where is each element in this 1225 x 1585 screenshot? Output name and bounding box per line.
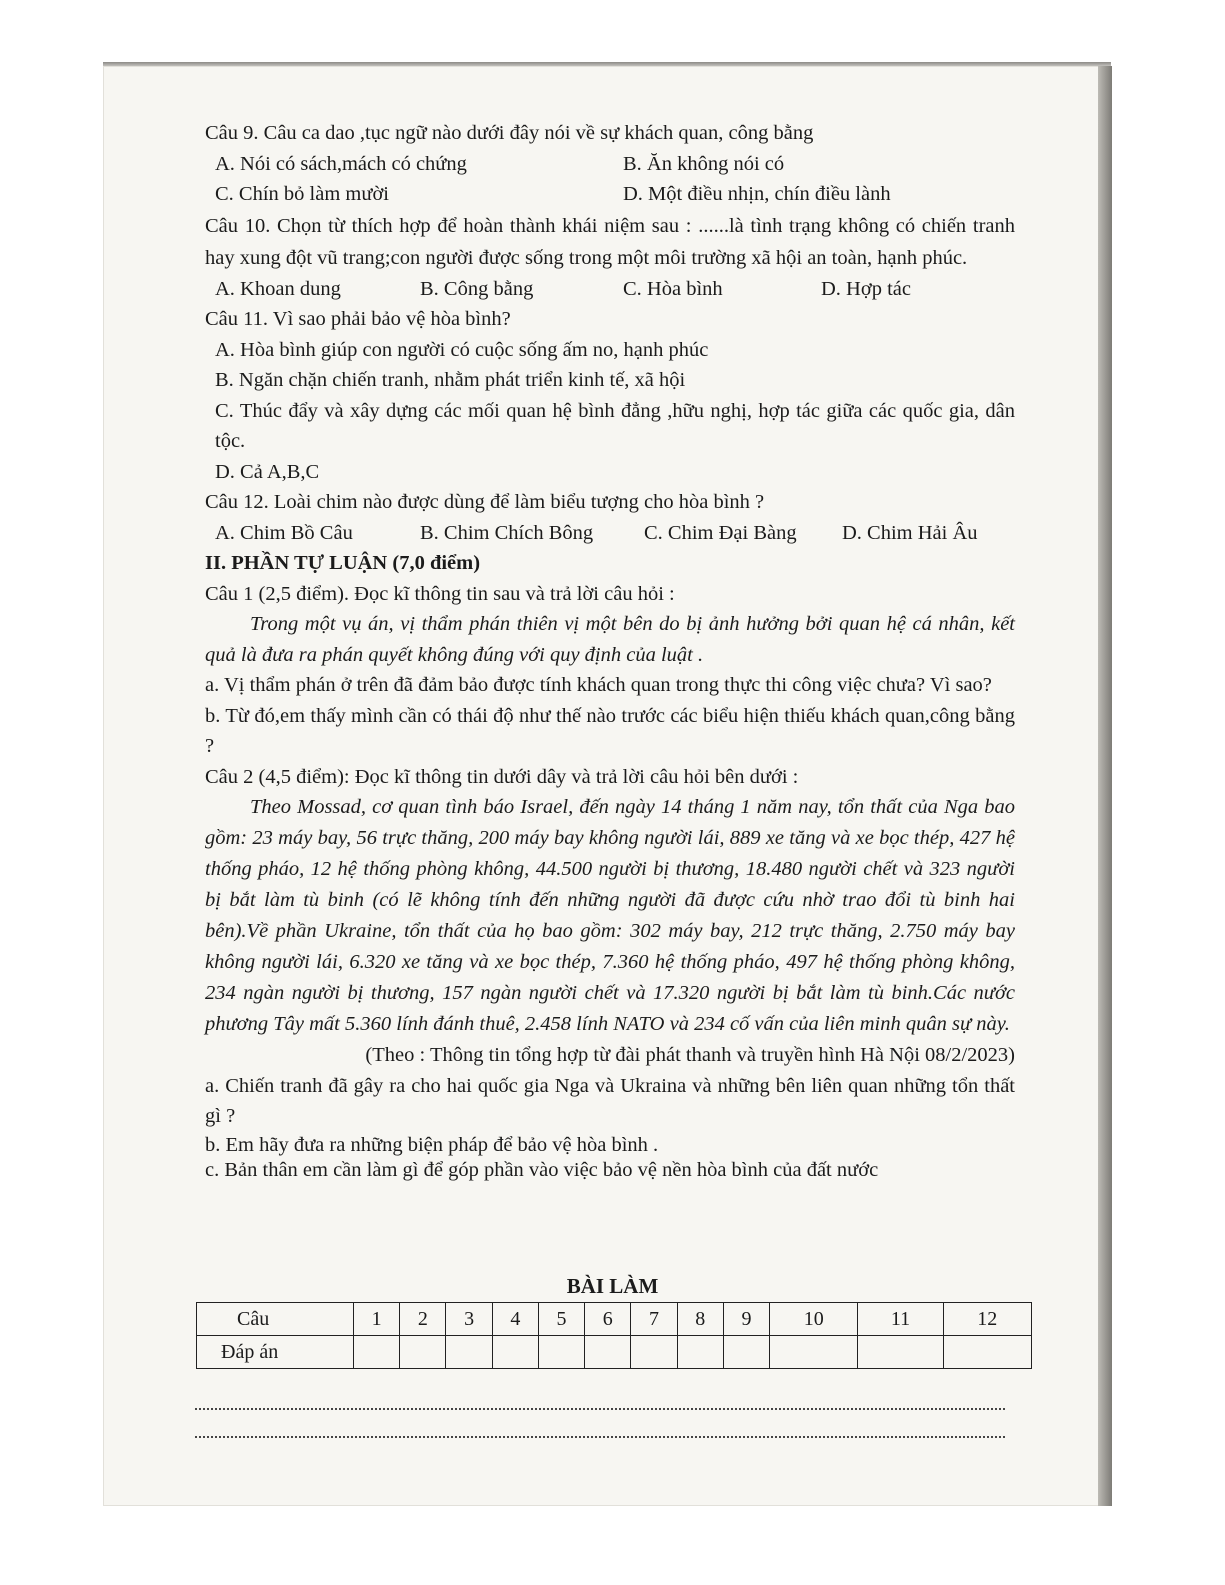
q11-option-c: C. Thúc đẩy và xây dựng các mối quan hệ bình đẳng ,hữu nghị, hợp tác giữa các quốc gia, dân tộc. — [215, 399, 1015, 452]
essay-q2-a: a. Chiến tranh đã gây ra cho hai quốc gia Nga và Ukraina và những bên liên quan những tổn thất gì ? — [205, 1074, 1015, 1127]
essay-q2-passage: Theo Mossad, cơ quan tình báo Israel, đến ngày 14 tháng 1 năm nay, tổn thất của Nga bao gồm: 23 máy bay, 56 trực thăng, 200 máy bay không người lái, 889 xe tăng và xe bọc thép, 427 hệ thống pháo, 12 hệ thống phòng không, 44.500 người bị thương, 18.480 người chết và 323 người bị bắt làm tù binh (có lẽ không tính đến những người đã được cứu nhờ trao đổi tù binh hai bên).Về phần Ukraine, tổn thất của họ bao gồm: 302 máy bay, 212 trực thăng, 2.750 máy bay không người lái, 6.320 xe tăng và xe bọc thép, 7.360 hệ thống pháo, 497 hệ thống phòng không, 234 ngàn người bị thương, 157 ngàn người chết và 17.320 người bị bắt làm tù binh.Các nước phương Tây mất 5.360 lính đánh thuê, 2.458 lính NATO và 234 cố vấn của liên minh quân sự này. — [205, 796, 1015, 1035]
answer-cell[interactable] — [492, 1336, 538, 1369]
q12-option-a: A. Chim Bồ Câu — [215, 521, 353, 544]
answer-table-answer-row — [197, 1336, 1032, 1369]
q10-option-a: A. Khoan dung — [215, 277, 341, 300]
answer-table — [196, 1302, 1032, 1369]
q9-option-c: C. Chín bỏ làm mười — [215, 183, 389, 205]
answer-table-num: 1 — [354, 1303, 400, 1336]
q12-option-c: C. Chim Đại Bàng — [644, 521, 797, 544]
q12-options — [205, 518, 1015, 549]
answer-cell[interactable] — [858, 1336, 943, 1369]
essay-q2-source: (Theo : Thông tin tổng hợp từ đài phát thanh và truyền hình Hà Nội 08/2/2023) — [365, 1044, 1015, 1066]
answer-table-label-question: Câu — [197, 1303, 354, 1336]
q9-options-row1 — [205, 149, 1015, 180]
q10-option-c: C. Hòa bình — [623, 277, 723, 300]
answer-table-num: 2 — [400, 1303, 446, 1336]
exam-content — [205, 118, 1015, 1182]
answer-cell[interactable] — [631, 1336, 677, 1369]
answer-cell[interactable] — [446, 1336, 492, 1369]
answer-table-num: 6 — [585, 1303, 631, 1336]
answer-cell[interactable] — [354, 1336, 400, 1369]
answer-cell[interactable] — [400, 1336, 446, 1369]
answer-table-num: 12 — [943, 1303, 1031, 1336]
essay-q2-b: b. Em hãy đưa ra những biện pháp để bảo vệ hòa bình . — [205, 1133, 659, 1156]
q10-option-b: B. Công bằng — [420, 277, 534, 300]
essay-q2-c: c. Bản thân em cần làm gì để góp phần vào việc bảo vệ nền hòa bình của đất nước — [205, 1158, 879, 1181]
q12-stem: Câu 12. Loài chim nào được dùng để làm biểu tượng cho hòa bình ? — [205, 491, 765, 513]
q9-option-b: B. Ăn không nói có — [623, 152, 785, 175]
q10-stem: Câu 10. Chọn từ thích hợp để hoàn thành khái niệm sau : ......là tình trạng không có chiến tranh hay xung đột vũ trang;con người được sống trong một môi trường xã hội an toàn, hạnh phúc. — [205, 214, 1015, 269]
answer-table-num: 7 — [631, 1303, 677, 1336]
q9-stem: Câu 9. Câu ca dao ,tục ngữ nào dưới đây nói về sự khách quan, công bằng — [205, 122, 814, 144]
answer-table-num: 9 — [723, 1303, 769, 1336]
answer-cell[interactable] — [538, 1336, 584, 1369]
q10-options — [205, 274, 1015, 305]
answer-table-num: 10 — [770, 1303, 858, 1336]
answer-dotted-line — [195, 1408, 1005, 1410]
q12-option-d: D. Chim Hải Âu — [842, 521, 978, 544]
answer-cell[interactable] — [723, 1336, 769, 1369]
essay-q1-stem: Câu 1 (2,5 điểm). Đọc kĩ thông tin sau và trả lời câu hỏi : — [205, 582, 675, 605]
answer-table-header-row — [197, 1303, 1032, 1336]
q9-option-a: A. Nói có sách,mách có chứng — [215, 152, 467, 175]
q11-stem: Câu 11. Vì sao phải bảo vệ hòa bình? — [205, 308, 511, 330]
answer-dotted-line — [195, 1436, 1005, 1438]
answer-table-num: 4 — [492, 1303, 538, 1336]
essay-q1-passage: Trong một vụ án, vị thẩm phán thiên vị một bên do bị ảnh hưởng bởi quan hệ cá nhân, kết quả là đưa ra phán quyết không đúng với quy định của luật . — [205, 613, 1015, 666]
answer-table-num: 3 — [446, 1303, 492, 1336]
q9-option-d: D. Một điều nhịn, chín điều lành — [623, 183, 891, 205]
answer-table-num: 11 — [858, 1303, 943, 1336]
q12-option-b: B. Chim Chích Bông — [420, 521, 594, 544]
q11-option-b: B. Ngăn chặn chiến tranh, nhằm phát triển kinh tế, xã hội — [215, 369, 686, 391]
part2-heading: II. PHẦN TỰ LUẬN (7,0 điểm) — [205, 552, 481, 574]
q11-option-a: A. Hòa bình giúp con người có cuộc sống ấm no, hạnh phúc — [215, 338, 709, 361]
answer-cell[interactable] — [585, 1336, 631, 1369]
answer-sheet-title: BÀI LÀM — [566, 1274, 659, 1298]
essay-q2-stem: Câu 2 (4,5 điểm): Đọc kĩ thông tin dưới dây và trả lời câu hỏi bên dưới : — [205, 765, 799, 788]
answer-cell[interactable] — [677, 1336, 723, 1369]
answer-table-num: 8 — [677, 1303, 723, 1336]
q11-option-d: D. Cả A,B,C — [215, 460, 320, 483]
answer-cell[interactable] — [943, 1336, 1031, 1369]
q10-option-d: D. Hợp tác — [821, 277, 911, 300]
answer-cell[interactable] — [770, 1336, 858, 1369]
answer-table-num: 5 — [538, 1303, 584, 1336]
essay-q1-a: a. Vị thẩm phán ở trên đã đảm bảo được tính khách quan trong thực thi công việc chưa? Vì sao? — [205, 674, 992, 696]
answer-table-label-answer: Đáp án — [197, 1336, 354, 1369]
essay-q1-b: b. Từ đó,em thấy mình cần có thái độ như thế nào trước các biểu hiện thiếu khách quan,công bằng ? — [205, 704, 1015, 757]
q9-options-row2 — [205, 179, 1015, 210]
